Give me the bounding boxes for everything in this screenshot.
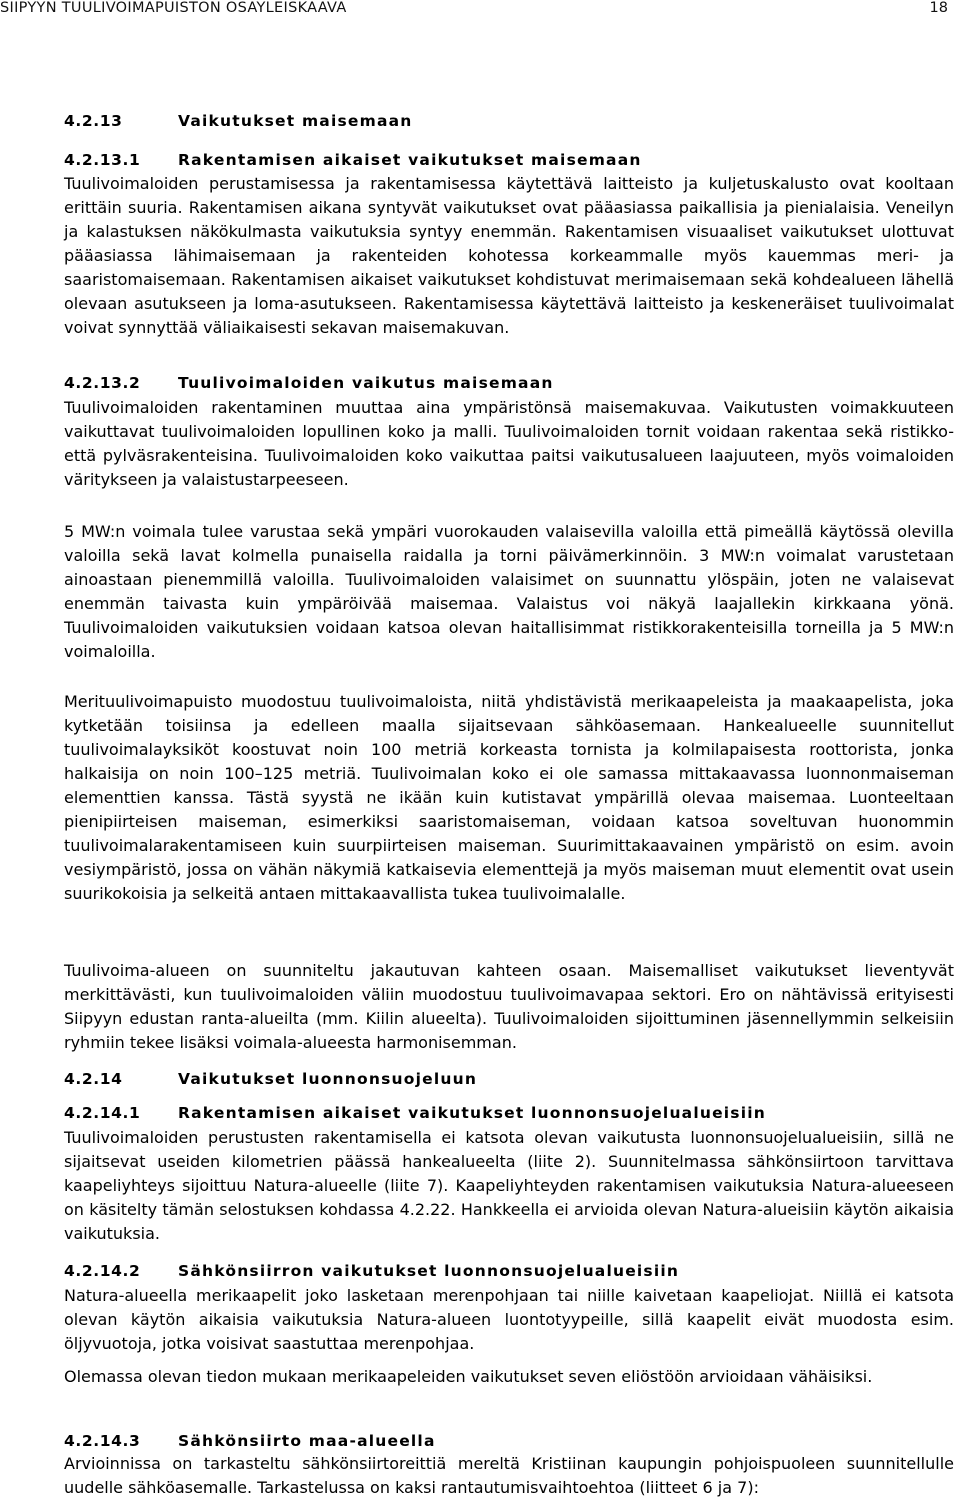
paragraph: 5 MW:n voimala tulee varustaa sekä ympäri vuorokauden valaisevilla valoilla että pimeällä käytössä olevilla valoilla sekä lavat kolmella punaisella raidalla ja torni päivämerkinnöin. 3 MW:n voimalat varustetaan ainoastaan pienemmillä valoilla. Tuulivoimaloiden valaisimet on suunnattu ylöspäin, joten ne valaisevat enemmän taivasta kuin ympäröivää maisemaa. Valaistus voi näkyä laajallekin kirkkaana yönä. Tuulivoimaloiden vaikutuksien voidaan katsoa olevan haitallisimmat ristikkorakenteisilla torneilla ja 5 MW:n voimaloilla. [64,522,954,661]
section-heading-4-2-14 [64,1070,954,1088]
section-number: 4.2.14 [64,1070,123,1088]
section-title: Rakentamisen aikaiset vaikutukset luonnonsuojelualueisiin [178,1104,766,1122]
paragraph: Tuulivoimaloiden perustamisessa ja rakentamisessa käytettävä laitteisto ja kuljetuskalusto ovat kooltaan erittäin suuria. Rakentamisen aikana syntyvät vaikutukset ovat pääasiassa paikallisia ja pienialaisia. Veneilyn ja kalastuksen näkökulmasta vaikutuksia syntyy enemmän. Rakentamisen visuaaliset vaikutukset ulottuvat pääasiassa lähimaisemaan ja rakenteiden kohotessa korkeammalle myös kauemmas meri- ja saaristomaisemaan. Rakentamisen aikaiset vaikutukset kohdistuvat merimaisemaan sekä kohdealueen lähellä olevaan asutukseen ja loma-asutukseen. Rakentamisessa käytettävä laitteisto ja keskeneräiset tuulivoimalat voivat synnyttää väliaikaisesti sekavan maisemakuvan. [64,174,954,337]
section-number: 4.2.14.1 [64,1104,141,1122]
paragraph: Merituulivoimapuisto muodostuu tuulivoimaloista, niitä yhdistävistä merikaapeleista ja maakaapelista, joka kytketään toisiinsa ja edelleen maalla sijaitsevaan sähköasemaan. Hankealueelle suunnitellut tuulivoimalayksiköt koostuvat noin 100 metriä korkeasta tornista ja kolmilapaisesta roottorista, jonka halkaisija on noin 100–125 metriä. Tuulivoimalan koko ei ole samassa mittakaavassa luonnonmaiseman elementtien kanssa. Tästä syystä ne ikään kuin kutistavat ympärillä olevaa maisemaa. Luonteeltaan pienipiirteisen maiseman, esimerkiksi saaristomaiseman, voidaan katsoa soveltuvan huonommin tuulivoimalarakentamiseen kuin suurpiirteisen maiseman. Suurimittakaavainen ympäristö on esim. avoin vesiympäristö, jossa on vähän näkymiä katkaisevia elementtejä ja myös maiseman muut elementit ovat usein suurikokoisia ja selkeitä antaen mittakaavallista tukea tuulivoimalalle. [64,692,954,903]
section-number: 4.2.13 [64,112,123,130]
paragraph: Tuulivoimaloiden perustusten rakentamisella ei katsota olevan vaikutusta luonnonsuojelualueisiin, sillä ne sijaitsevat useiden kilometrien päässä hankealueelta (liite 2). Suunnitelmassa sähkönsiirtoon tarvittava kaapeliyhteys sijoittuu Natura-alueelle (liite 7). Kaapeliyhteyden rakentamisen vaikutuksia Natura-alueeseen on käsitelty tämän selostuksen kohdassa 4.2.22. Hankkeella ei arvioida olevan Natura-alueisiin käytön aikaisia vaikutuksia. [64,1128,954,1243]
section-heading-4-2-13 [64,112,954,130]
paragraph: Tuulivoimaloiden rakentaminen muuttaa aina ympäristönsä maisemakuvaa. Vaikutusten voimakkuuteen vaikuttavat tuulivoimaloiden lopullinen koko ja malli. Tuulivoimaloiden tornit voidaan rakentaa sekä ristikko- että pylväsrakenteisina. Tuulivoimaloiden koko vaikuttaa paitsi vaikutusalueen laajuuteen, myös voimaloiden väritykseen ja valaistustarpeeseen. [64,398,954,489]
section-title: Vaikutukset luonnonsuojeluun [178,1070,478,1088]
section-heading-4-2-14-2 [64,1262,954,1280]
paragraph: Natura-alueella merikaapelit joko lasketaan merenpohjaan tai niille kaivetaan kaapeliojat. Niillä ei katsota olevan käytön aikaisia vaikutuksia Natura-alueen luontotyypeille, sillä kaapelit eivät muodosta esim. öljyvuotoja, jotka voisivat saastuttaa merenpohjaa. [64,1286,954,1353]
page-header [0,0,960,20]
section-number: 4.2.14.3 [64,1432,141,1450]
section-heading-4-2-14-3 [64,1432,954,1450]
paragraph: Olemassa olevan tiedon mukaan merikaapeleiden vaikutukset seven eliöstöön arvioidaan vähäisiksi. [64,1367,873,1386]
section-title: Rakentamisen aikaiset vaikutukset maisemaan [178,151,642,169]
section-heading-4-2-13-2 [64,374,954,392]
section-title: Vaikutukset maisemaan [178,112,413,130]
document-title: SIIPYYN TUULIVOIMAPUISTON OSAYLEISKAAVA [0,0,347,16]
section-title: Sähkönsiirron vaikutukset luonnonsuojelualueisiin [178,1262,680,1280]
section-number: 4.2.13.2 [64,374,141,392]
section-number: 4.2.13.1 [64,151,141,169]
section-title: Tuulivoimaloiden vaikutus maisemaan [178,374,554,392]
paragraph: Arvioinnissa on tarkasteltu sähkönsiirtoreittiä mereltä Kristiinan kaupungin pohjoispuoleen suunnitellulle uudelle sähköasemalle. Tarkastelussa on kaksi rantautumisvaihtoehtoa (liitteet 6 ja 7): [64,1454,954,1497]
section-number: 4.2.14.2 [64,1262,141,1280]
section-heading-4-2-13-1 [64,151,954,169]
page-number: 18 [929,0,948,16]
paragraph: Tuulivoima-alueen on suunniteltu jakautuvan kahteen osaan. Maisemalliset vaikutukset lieventyvät merkittävästi, kun tuulivoimaloiden väliin muodostuu tuulivoimavapaa sektori. Ero on nähtävissä erityisesti Siipyyn edustan ranta-alueilta (mm. Kiilin alueelta). Tuulivoimaloiden sijoittuminen jäsennellymmin selkeisiin ryhmiin tekee lisäksi voimala-alueesta harmonisemman. [64,961,954,1052]
section-title: Sähkönsiirto maa-alueella [178,1432,436,1450]
section-heading-4-2-14-1 [64,1104,954,1122]
